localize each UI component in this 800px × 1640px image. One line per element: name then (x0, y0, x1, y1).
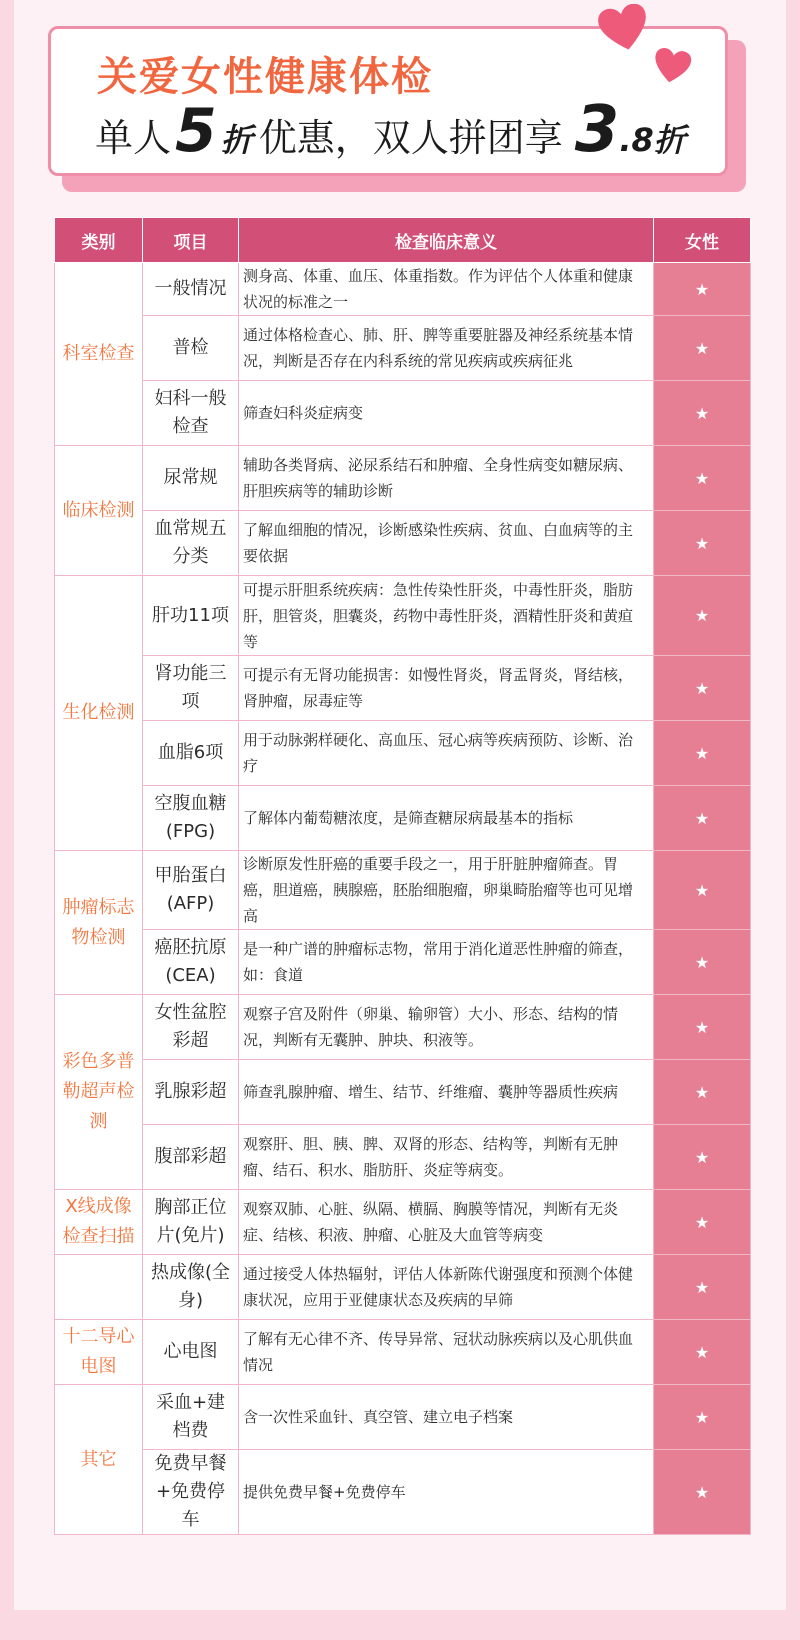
table-row (55, 316, 751, 381)
table-row (55, 576, 751, 656)
table-row (55, 656, 751, 721)
offer-unit-single: 折 (220, 121, 253, 159)
banner-offer (95, 93, 686, 167)
item-cell: 肾功能三项 (143, 656, 239, 721)
offer-text-single: 单人 (95, 116, 172, 160)
description-cell: 诊断原发性肝癌的重要手段之一，用于肝脏肿瘤筛查。胃癌，胆道癌，胰腺癌，胚胎细胞瘤，卵巢畸胎瘤等也可见增高 (239, 851, 654, 930)
description-cell: 用于动脉粥样硬化、高血压、冠心病等疾病预防、诊断、治疗 (239, 721, 654, 786)
item-cell: 乳腺彩超 (143, 1060, 239, 1125)
header-female: 女性 (654, 218, 751, 263)
star-icon: ★ (654, 656, 751, 721)
item-cell: 女性盆腔彩超 (143, 995, 239, 1060)
item-cell: 免费早餐+免费停车 (143, 1450, 239, 1535)
item-cell: 血脂6项 (143, 721, 239, 786)
table-row (55, 851, 751, 930)
item-cell: 甲胎蛋白(AFP) (143, 851, 239, 930)
category-cell: X线成像检查扫描 (55, 1190, 143, 1255)
star-icon: ★ (654, 263, 751, 316)
item-cell: 胸部正位片(免片) (143, 1190, 239, 1255)
star-icon: ★ (654, 381, 751, 446)
star-icon: ★ (654, 1125, 751, 1190)
star-icon: ★ (654, 1450, 751, 1535)
description-cell: 筛查乳腺肿瘤、增生、结节、纤维瘤、囊肿等器质性疾病 (239, 1060, 654, 1125)
item-cell: 普检 (143, 316, 239, 381)
offer-text-group: 优惠，双人拼团享 (258, 116, 563, 160)
star-icon: ★ (654, 1060, 751, 1125)
offer-decimal-group: .8 (619, 121, 654, 159)
star-icon: ★ (654, 576, 751, 656)
description-cell: 是一种广谱的肿瘤标志物，常用于消化道恶性肿瘤的筛查，如：食道 (239, 930, 654, 995)
category-cell: 其它 (55, 1385, 143, 1535)
description-cell: 了解有无心律不齐、传导异常、冠状动脉疾病以及心肌供血情况 (239, 1320, 654, 1385)
table-row (55, 721, 751, 786)
table-header-row (55, 218, 751, 263)
description-cell: 通过接受人体热辐射，评估人体新陈代谢强度和预测个体健康状况，应用于亚健康状态及疾病的早筛 (239, 1255, 654, 1320)
category-cell: 科室检查 (55, 263, 143, 446)
item-cell: 肝功11项 (143, 576, 239, 656)
category-cell: 肿瘤标志物检测 (55, 851, 143, 995)
star-icon: ★ (654, 316, 751, 381)
item-cell: 血常规五分类 (143, 511, 239, 576)
header-item: 项目 (143, 218, 239, 263)
star-icon: ★ (654, 721, 751, 786)
category-cell: 十二导心电图 (55, 1320, 143, 1385)
table-row (55, 1060, 751, 1125)
description-cell: 测身高、体重、血压、体重指数。作为评估个人体重和健康状况的标准之一 (239, 263, 654, 316)
item-cell: 妇科一般检查 (143, 381, 239, 446)
table-row (55, 511, 751, 576)
star-icon: ★ (654, 1385, 751, 1450)
item-cell: 采血+建档费 (143, 1385, 239, 1450)
table-row (55, 1190, 751, 1255)
table-row (55, 1385, 751, 1450)
category-cell: 临床检测 (55, 446, 143, 576)
star-icon: ★ (654, 446, 751, 511)
item-cell: 热成像(全身) (143, 1255, 239, 1320)
header-clinical-meaning: 检查临床意义 (239, 218, 654, 263)
table-row (55, 446, 751, 511)
item-cell: 尿常规 (143, 446, 239, 511)
star-icon: ★ (654, 930, 751, 995)
star-icon: ★ (654, 1255, 751, 1320)
table-row (55, 1450, 751, 1535)
offer-discount-group: 3 (574, 93, 620, 167)
heart-icon (652, 48, 692, 84)
item-cell: 一般情况 (143, 263, 239, 316)
description-cell: 通过体格检查心、肺、肝、脾等重要脏器及神经系统基本情况，判断是否存在内科系统的常见疾病或疾病征兆 (239, 316, 654, 381)
item-cell: 腹部彩超 (143, 1125, 239, 1190)
heart-icon (598, 4, 650, 52)
header-category: 类别 (55, 218, 143, 263)
banner-title: 关爱女性健康体检 (97, 54, 433, 100)
description-cell: 筛查妇科炎症病变 (239, 381, 654, 446)
table-row (55, 1320, 751, 1385)
star-icon: ★ (654, 995, 751, 1060)
description-cell: 可提示有无肾功能损害：如慢性肾炎，肾盂肾炎，肾结核，肾肿瘤，尿毒症等 (239, 656, 654, 721)
table-row (55, 263, 751, 316)
description-cell: 观察子宫及附件（卵巢、输卵管）大小、形态、结构的情况，判断有无囊肿、肿块、积液等。 (239, 995, 654, 1060)
description-cell: 了解血细胞的情况，诊断感染性疾病、贫血、白血病等的主要依据 (239, 511, 654, 576)
description-cell: 可提示肝胆系统疾病：急性传染性肝炎，中毒性肝炎，脂肪肝，胆管炎，胆囊炎，药物中毒性肝炎，酒精性肝炎和黄疸等 (239, 576, 654, 656)
category-cell (55, 1255, 143, 1320)
table-row (55, 1255, 751, 1320)
description-cell: 提供免费早餐+免费停车 (239, 1450, 654, 1535)
category-cell: 彩色多普勒超声检测 (55, 995, 143, 1190)
offer-discount-single: 5 (175, 96, 217, 166)
description-cell: 观察双肺、心脏、纵隔、横膈、胸膜等情况，判断有无炎症、结核、积液、肿瘤、心脏及大血管等病变 (239, 1190, 654, 1255)
table-row (55, 1125, 751, 1190)
table-row (55, 995, 751, 1060)
description-cell: 观察肝、胆、胰、脾、双肾的形态、结构等，判断有无肿瘤、结石、积水、脂肪肝、炎症等病变。 (239, 1125, 654, 1190)
star-icon: ★ (654, 511, 751, 576)
description-cell: 了解体内葡萄糖浓度，是筛查糖尿病最基本的指标 (239, 786, 654, 851)
star-icon: ★ (654, 851, 751, 930)
description-cell: 辅助各类肾病、泌尿系结石和肿瘤、全身性病变如糖尿病、肝胆疾病等的辅助诊断 (239, 446, 654, 511)
star-icon: ★ (654, 786, 751, 851)
table-row (55, 381, 751, 446)
star-icon: ★ (654, 1320, 751, 1385)
star-icon: ★ (654, 1190, 751, 1255)
table-row (55, 930, 751, 995)
offer-unit-group: 折 (653, 121, 686, 159)
category-cell: 生化检测 (55, 576, 143, 851)
checkup-table (54, 217, 750, 1535)
item-cell: 空腹血糖(FPG) (143, 786, 239, 851)
item-cell: 癌胚抗原(CEA) (143, 930, 239, 995)
table-row (55, 786, 751, 851)
item-cell: 心电图 (143, 1320, 239, 1385)
description-cell: 含一次性采血针、真空管、建立电子档案 (239, 1385, 654, 1450)
